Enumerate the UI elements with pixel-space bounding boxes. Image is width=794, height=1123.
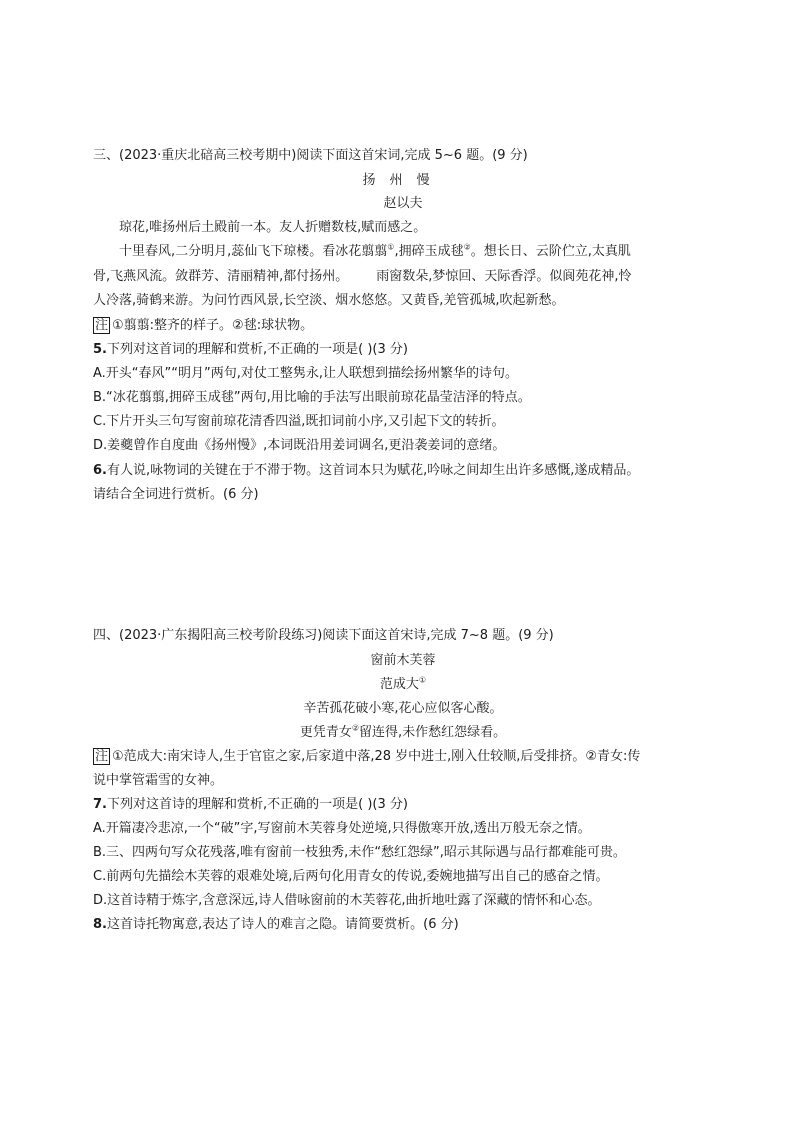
footnote-marker: ① bbox=[418, 675, 427, 685]
question-6 bbox=[93, 462, 713, 480]
poem-author-fanchengda bbox=[93, 676, 713, 694]
note-text: ①翦翦:整齐的样子。②毬:球状物。 bbox=[112, 318, 314, 333]
poem-body-text: 雨窗数朵,梦惊回、天际香浮。似阆苑花神,怜 bbox=[376, 269, 632, 284]
section3-heading: 三、(2023·重庆北碚高三校考期中)阅读下面这首宋词,完成 5~6 题。(9 分) bbox=[93, 148, 528, 163]
question-6-cont: 请结合全词进行赏析。(6 分) bbox=[93, 487, 259, 502]
poem-body-text: 。想长日、云阶伫立,太真肌 bbox=[470, 244, 631, 259]
question-number: 7. bbox=[93, 797, 107, 812]
poem-body-line-2 bbox=[93, 268, 713, 286]
section4-note bbox=[93, 748, 713, 766]
poem-preface: 琼花,唯扬州后土殿前一本。友人折赠数枝,赋而感之。 bbox=[119, 220, 427, 235]
question-8 bbox=[93, 916, 713, 934]
poem-title-muhurong: 窗前木芙蓉 bbox=[370, 653, 436, 668]
poem-author-zhaoyifu: 赵以夫 bbox=[383, 196, 423, 211]
q7-option-b: B.三、四两句写众花残落,唯有窗前一枝独秀,未作“愁红怨绿”,昭示其际遇与品行都难能可贵。 bbox=[93, 845, 626, 860]
section4-note-cont: 说中掌管霜雪的女神。 bbox=[93, 773, 224, 788]
poem-line-2 bbox=[93, 724, 713, 742]
q7-option-d: D.这首诗精于炼字,含意深远,诗人借咏窗前的木芙蓉花,曲折地吐露了深藏的情怀和心态。 bbox=[93, 893, 601, 908]
question-5 bbox=[93, 341, 713, 359]
section4-heading: 四、(2023·广东揭阳高三校考阶段练习)阅读下面这首宋诗,完成 7~8 题。(9 分) bbox=[93, 628, 554, 643]
poem-text: 留连得,未作愁红怨绿看。 bbox=[359, 725, 507, 740]
note-text: ①范成大:南宋诗人,生于官宦之家,后家道中落,28 岁中进士,刚入仕较顺,后受排挤。②青女:传 bbox=[112, 749, 641, 764]
poem-line-1: 辛苦孤花破小寒,花心应似客心酸。 bbox=[303, 701, 503, 716]
question-number: 6. bbox=[93, 463, 107, 478]
question-text: 下列对这首诗的理解和赏析,不正确的一项是( )(3 分) bbox=[106, 797, 408, 812]
poem-body-line-1 bbox=[119, 243, 713, 261]
poem-body-text: ,拥碎玉成毬 bbox=[394, 244, 464, 259]
q7-option-a: A.开篇凄冷悲凉,一个“破”字,写窗前木芙蓉身处逆境,只得傲寒开放,透出万般无奈之情。 bbox=[93, 821, 591, 836]
question-number: 5. bbox=[93, 342, 107, 357]
q5-option-b: B.“冰花翦翦,拥碎玉成毬”两句,用比喻的手法写出眼前琼花晶莹洁泽的特点。 bbox=[93, 390, 531, 405]
q5-option-c: C.下片开头三句写窗前琼花清香四溢,既扣词前小序,又引起下文的转折。 bbox=[93, 414, 505, 429]
q5-option-d: D.姜夔曾作自度曲《扬州慢》,本词既沿用姜词调名,更沿袭姜词的意绪。 bbox=[93, 438, 506, 453]
footnote-marker: ② bbox=[351, 723, 360, 733]
poem-body-text: 骨,飞燕风流。敛群芳、清丽精神,都付扬州。 bbox=[93, 269, 349, 284]
note-label: 注 bbox=[95, 318, 109, 333]
section3-note bbox=[93, 317, 713, 335]
footnote-marker: ① bbox=[387, 242, 395, 252]
poem-title-yangzhouman: 扬州慢 bbox=[362, 173, 444, 188]
question-text: 有人说,咏物词的关键在于不滞于物。这首词本只为赋花,吟咏之间却生出许多感慨,遂成精品。 bbox=[106, 463, 640, 478]
author-name: 范成大 bbox=[379, 677, 419, 692]
question-text: 下列对这首词的理解和赏析,不正确的一项是( )(3 分) bbox=[106, 342, 408, 357]
poem-text: 更凭青女 bbox=[299, 725, 352, 740]
q5-option-a: A.开头“春风”“明月”两句,对仗工整隽永,让人联想到描绘扬州繁华的诗句。 bbox=[93, 366, 519, 381]
question-text: 这首诗托物寓意,表达了诗人的难言之隐。请简要赏析。(6 分) bbox=[106, 917, 459, 932]
q7-option-c: C.前两句先描绘木芙蓉的艰难处境,后两句化用青女的传说,委婉地描写出自己的感奋之情。 bbox=[93, 869, 609, 884]
poem-body-text: 十里春风,二分明月,蕊仙飞下琼楼。看冰花翦翦 bbox=[119, 244, 388, 259]
question-7 bbox=[93, 796, 713, 814]
poem-body-line-3: 人冷落,骑鹤来游。为问竹西风景,长空淡、烟水悠悠。又黄昏,羌管孤城,吹起新愁。 bbox=[93, 293, 565, 308]
footnote-marker: ② bbox=[463, 242, 471, 252]
note-label: 注 bbox=[95, 749, 109, 764]
question-number: 8. bbox=[93, 917, 107, 932]
